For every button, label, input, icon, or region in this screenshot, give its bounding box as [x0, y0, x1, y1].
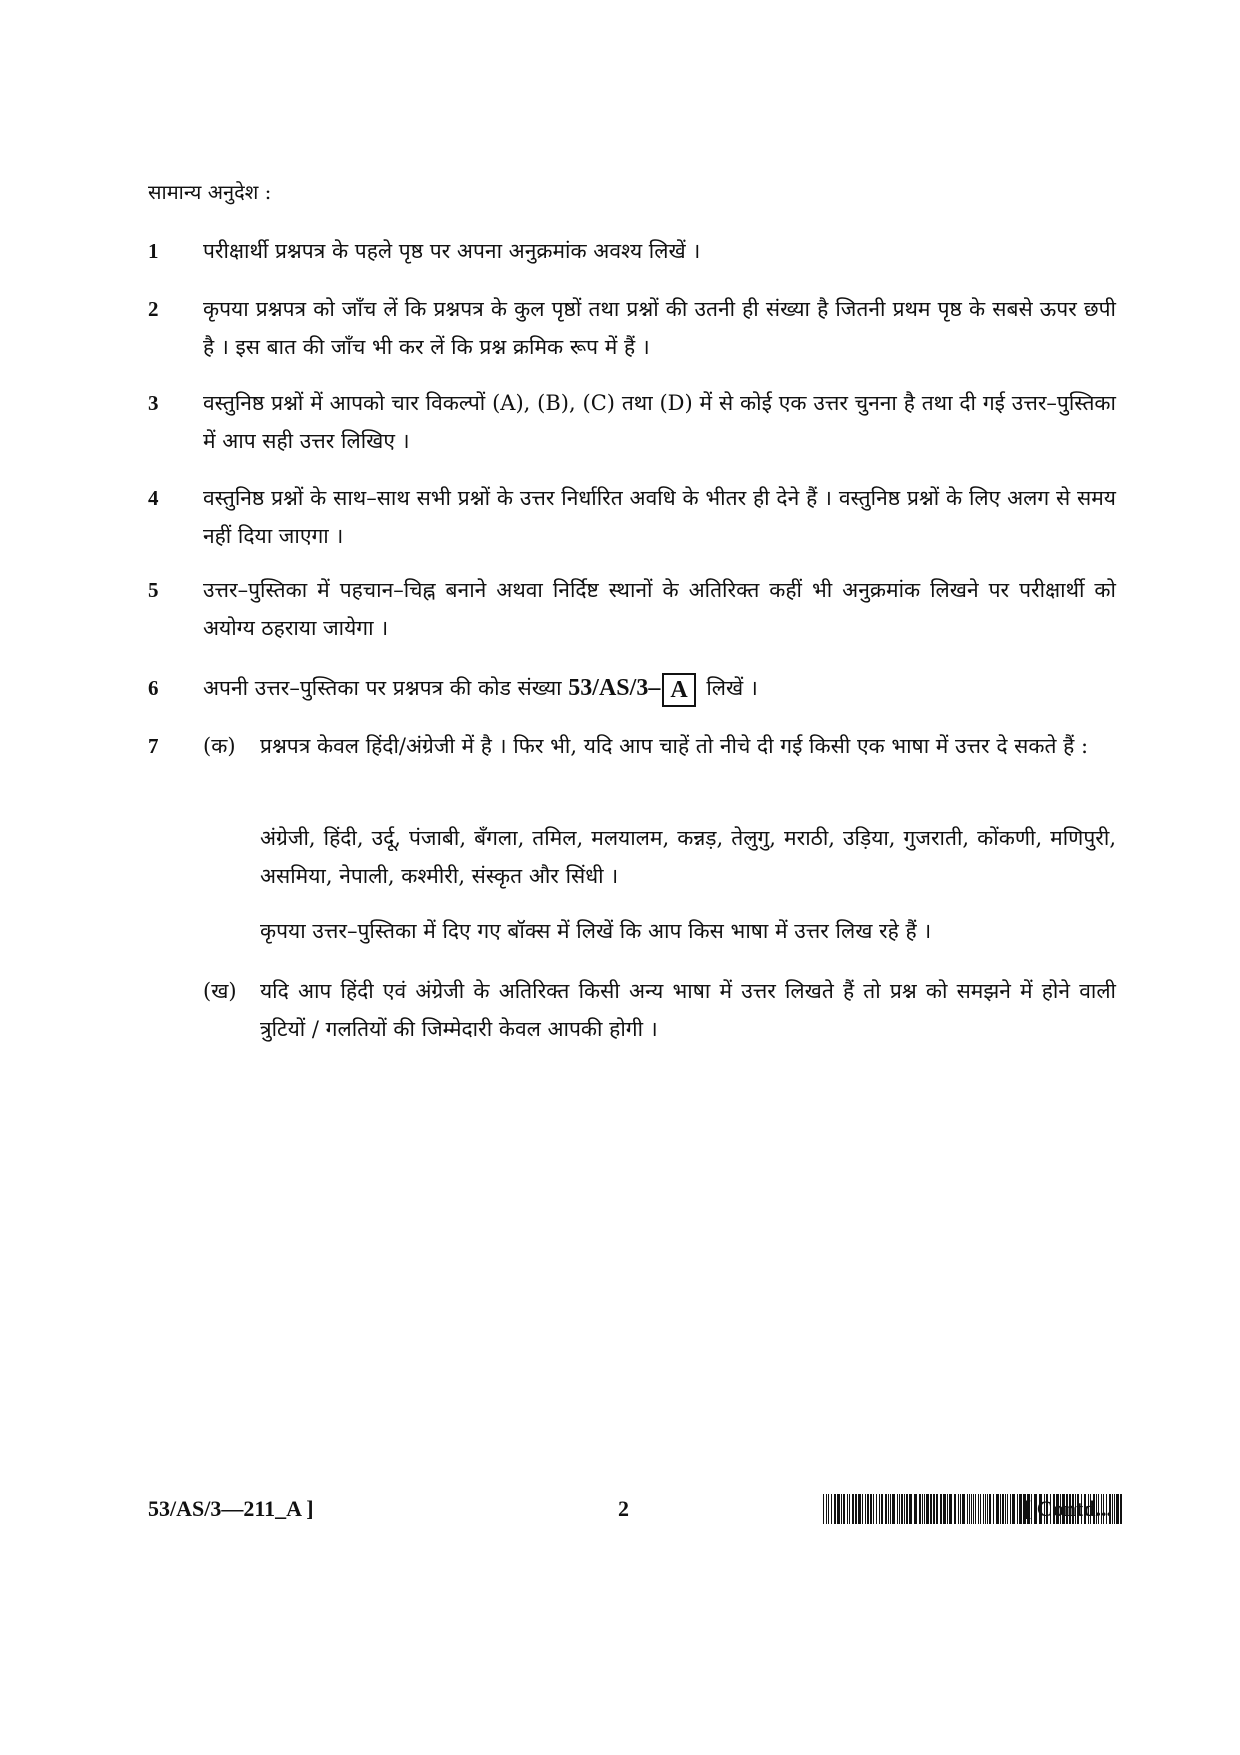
sub-item-label: (ख) [203, 979, 237, 1003]
code-set-box: A [662, 673, 695, 707]
item-number: 7 [148, 734, 159, 758]
sub-item-b [203, 972, 1116, 1052]
instruction-item [148, 290, 1116, 370]
item-text: परीक्षार्थी प्रश्नपत्र के पहले पृष्ठ पर अपना अनुक्रमांक अवश्य लिखें । [203, 239, 701, 263]
sub-item-text: यदि आप हिंदी एवं अंग्रेजी के अतिरिक्त किसी अन्य भाषा में उत्तर लिखते हैं तो प्रश्न को समझने में होने वाली त्रुटियों / गलतियों की जिम्मेदारी केवल आपकी होगी । [260, 979, 1116, 1041]
instructions-heading: सामान्य अनुदेश : [148, 180, 272, 204]
instruction-item [148, 384, 1116, 464]
item-text: कृपया प्रश्नपत्र को जाँच लें कि प्रश्नपत्र के कुल पृष्ठों तथा प्रश्नों की उतनी ही संख्या है जितनी प्रथम पृष्ठ के सबसे ऊपर छपी है । इस बात की जाँच भी कर लें कि प्रश्न क्रमिक रूप में हैं । [203, 297, 1116, 359]
item-number: 4 [148, 486, 159, 510]
instruction-item [148, 479, 1116, 559]
item-number: 1 [148, 239, 159, 263]
item-number: 5 [148, 578, 159, 602]
item-number: 3 [148, 391, 159, 415]
language-list: अंग्रेजी, हिंदी, उर्दू, पंजाबी, बँगला, तमिल, मलयालम, कन्नड़, तेलुगु, मराठी, उड़िया, गुजराती, कोंकणी, मणिपुरी, असमिया, नेपाली, कश्मीरी, संस्कृत और सिंधी । [260, 826, 1116, 888]
item-text: उत्तर–पुस्तिका में पहचान–चिह्न बनाने अथवा निर्दिष्ट स्थानों के अतिरिक्त कहीं भी अनुक्रमांक लिखने पर परीक्षार्थी को अयोग्य ठहराया जायेगा । [203, 578, 1116, 640]
instruction-item [148, 232, 1116, 272]
item-text [203, 669, 1116, 707]
item-number: 6 [148, 676, 159, 700]
language-note: कृपया उत्तर–पुस्तिका में दिए गए बॉक्स में लिखें कि आप किस भाषा में उत्तर लिख रहे हैं । [260, 919, 932, 943]
code-outro-text: लिखें । [706, 676, 758, 700]
instruction-item-6 [148, 665, 1116, 709]
item-number: 2 [148, 297, 159, 321]
continued-label: [ Contd... [1023, 1496, 1112, 1521]
question-paper-code: 53/AS/3– [568, 675, 661, 701]
sub-item-text: प्रश्नपत्र केवल हिंदी/अंग्रेजी में है । फिर भी, यदि आप चाहें तो नीचे दी गई किसी एक भाषा में उत्तर दे सकते हैं : [260, 734, 1089, 758]
code-intro-text: अपनी उत्तर–पुस्तिका पर प्रश्नपत्र की कोड संख्या [203, 676, 562, 700]
instruction-item-7 [148, 727, 1116, 1047]
sub-item-label: (क) [203, 734, 236, 758]
item-text: वस्तुनिष्ठ प्रश्नों के साथ–साथ सभी प्रश्नों के उत्तर निर्धारित अवधि के भीतर ही देने हैं । वस्तुनिष्ठ प्रश्नों के लिए अलग से समय नहीं दिया जाएगा । [203, 486, 1116, 548]
page-number: 2 [618, 1496, 629, 1521]
sub-item-a [203, 727, 1116, 807]
item-text: वस्तुनिष्ठ प्रश्नों में आपको चार विकल्पों (A), (B), (C) तथा (D) में से कोई एक उत्तर चुनना है तथा दी गई उत्तर–पुस्तिका में आप सही उत्तर लिखिए । [203, 391, 1116, 453]
page-footer [148, 1492, 1112, 1532]
instruction-item [148, 571, 1116, 651]
paper-code: 53/AS/3—211_A ] [148, 1496, 314, 1521]
